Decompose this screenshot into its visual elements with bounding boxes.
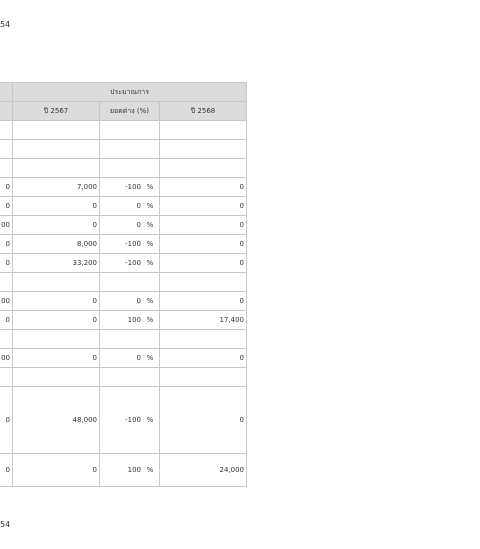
table-row [0,273,247,292]
cell-2568: 0 [160,292,247,311]
header-group-row [0,83,247,102]
cell-2567 [13,273,100,292]
cell-2567 [13,368,100,387]
cell-diff [100,311,160,330]
column-header-2568: ปี 2568 [160,102,247,121]
diff-value: 100 [127,466,141,474]
cell-2567: 0 [13,454,100,487]
cell-2568: 17,400 [160,311,247,330]
cell-previous-cut: 0 [0,197,13,216]
table-row [0,121,247,140]
cell-diff [100,140,160,159]
diff-value: 0 [136,354,141,362]
cell-2567: 8,000 [13,235,100,254]
cell-diff [100,454,160,487]
percent-sign: % [146,202,154,210]
table-row [0,330,247,349]
cell-diff [100,235,160,254]
cell-2568 [160,368,247,387]
cell-diff [100,254,160,273]
diff-value: -100 [125,259,141,267]
diff-value: -100 [125,183,141,191]
cell-2568 [160,140,247,159]
cell-2567: 0 [13,311,100,330]
column-header-2567: ปี 2567 [13,102,100,121]
cell-previous-cut: 0 [0,311,13,330]
cell-2567: 33,200 [13,254,100,273]
header-columns-row [0,102,247,121]
cell-2567: 7,000 [13,178,100,197]
cell-2567 [13,330,100,349]
column-header-diff: ยอดต่าง (%) [100,102,160,121]
percent-sign: % [146,466,154,474]
cell-diff [100,159,160,178]
cell-diff [100,368,160,387]
header-cell-left-cut-2 [0,102,13,121]
budget-estimate-table [0,82,247,487]
cell-2568: 0 [160,178,247,197]
diff-value: 0 [136,297,141,305]
cell-2568: 0 [160,254,247,273]
diff-value: 0 [136,221,141,229]
table-row [0,159,247,178]
cell-diff [100,197,160,216]
percent-sign: % [146,354,154,362]
diff-value: -100 [125,416,141,424]
cell-previous-cut: 0 [0,387,13,454]
table-row [0,311,247,330]
cell-2568 [160,159,247,178]
cell-diff [100,330,160,349]
header-group-title: ประมาณการ [13,83,247,102]
cell-2568: 0 [160,216,247,235]
cell-previous-cut: 0 [0,254,13,273]
cell-previous-cut [0,273,13,292]
table-row [0,254,247,273]
table-row [0,140,247,159]
cell-previous-cut: 0 [0,178,13,197]
cell-2568: 0 [160,349,247,368]
cell-previous-cut [0,330,13,349]
cell-previous-cut: 00 [0,292,13,311]
cell-previous-cut [0,121,13,140]
page-number-fragment-bottom: 54 [0,520,11,529]
table-row [0,178,247,197]
cell-previous-cut [0,368,13,387]
cell-2568 [160,273,247,292]
cell-diff [100,216,160,235]
cell-2567: 48,000 [13,387,100,454]
cell-diff [100,273,160,292]
cell-2567 [13,121,100,140]
cell-diff [100,349,160,368]
cell-2567: 0 [13,292,100,311]
cell-2567 [13,159,100,178]
diff-value: 0 [136,202,141,210]
table-row [0,197,247,216]
cell-previous-cut: 00 [0,349,13,368]
header-cell-left-cut [0,83,13,102]
cell-previous-cut [0,159,13,178]
table-body [0,121,247,487]
table-row [0,454,247,487]
percent-sign: % [146,297,154,305]
cell-2568 [160,121,247,140]
cell-previous-cut: 0 [0,454,13,487]
table-row [0,387,247,454]
diff-value: 100 [127,316,141,324]
percent-sign: % [146,316,154,324]
cell-2568: 24,000 [160,454,247,487]
percent-sign: % [146,221,154,229]
table-row [0,216,247,235]
page-number-fragment: 54 [0,20,11,29]
cell-2568: 0 [160,197,247,216]
cell-2567: 0 [13,197,100,216]
percent-sign: % [146,240,154,248]
table-row [0,292,247,311]
cell-2568: 0 [160,235,247,254]
percent-sign: % [146,183,154,191]
percent-sign: % [146,416,154,424]
cell-2568: 0 [160,387,247,454]
cell-diff [100,121,160,140]
cell-diff [100,387,160,454]
percent-sign: % [146,259,154,267]
cell-diff [100,178,160,197]
diff-value: -100 [125,240,141,248]
cell-2567: 0 [13,349,100,368]
cell-2567 [13,140,100,159]
cell-diff [100,292,160,311]
table-row [0,368,247,387]
cell-previous-cut: 0 [0,235,13,254]
cell-2568 [160,330,247,349]
cell-previous-cut: 00 [0,216,13,235]
table-row [0,235,247,254]
table-row [0,349,247,368]
cell-previous-cut [0,140,13,159]
cell-2567: 0 [13,216,100,235]
